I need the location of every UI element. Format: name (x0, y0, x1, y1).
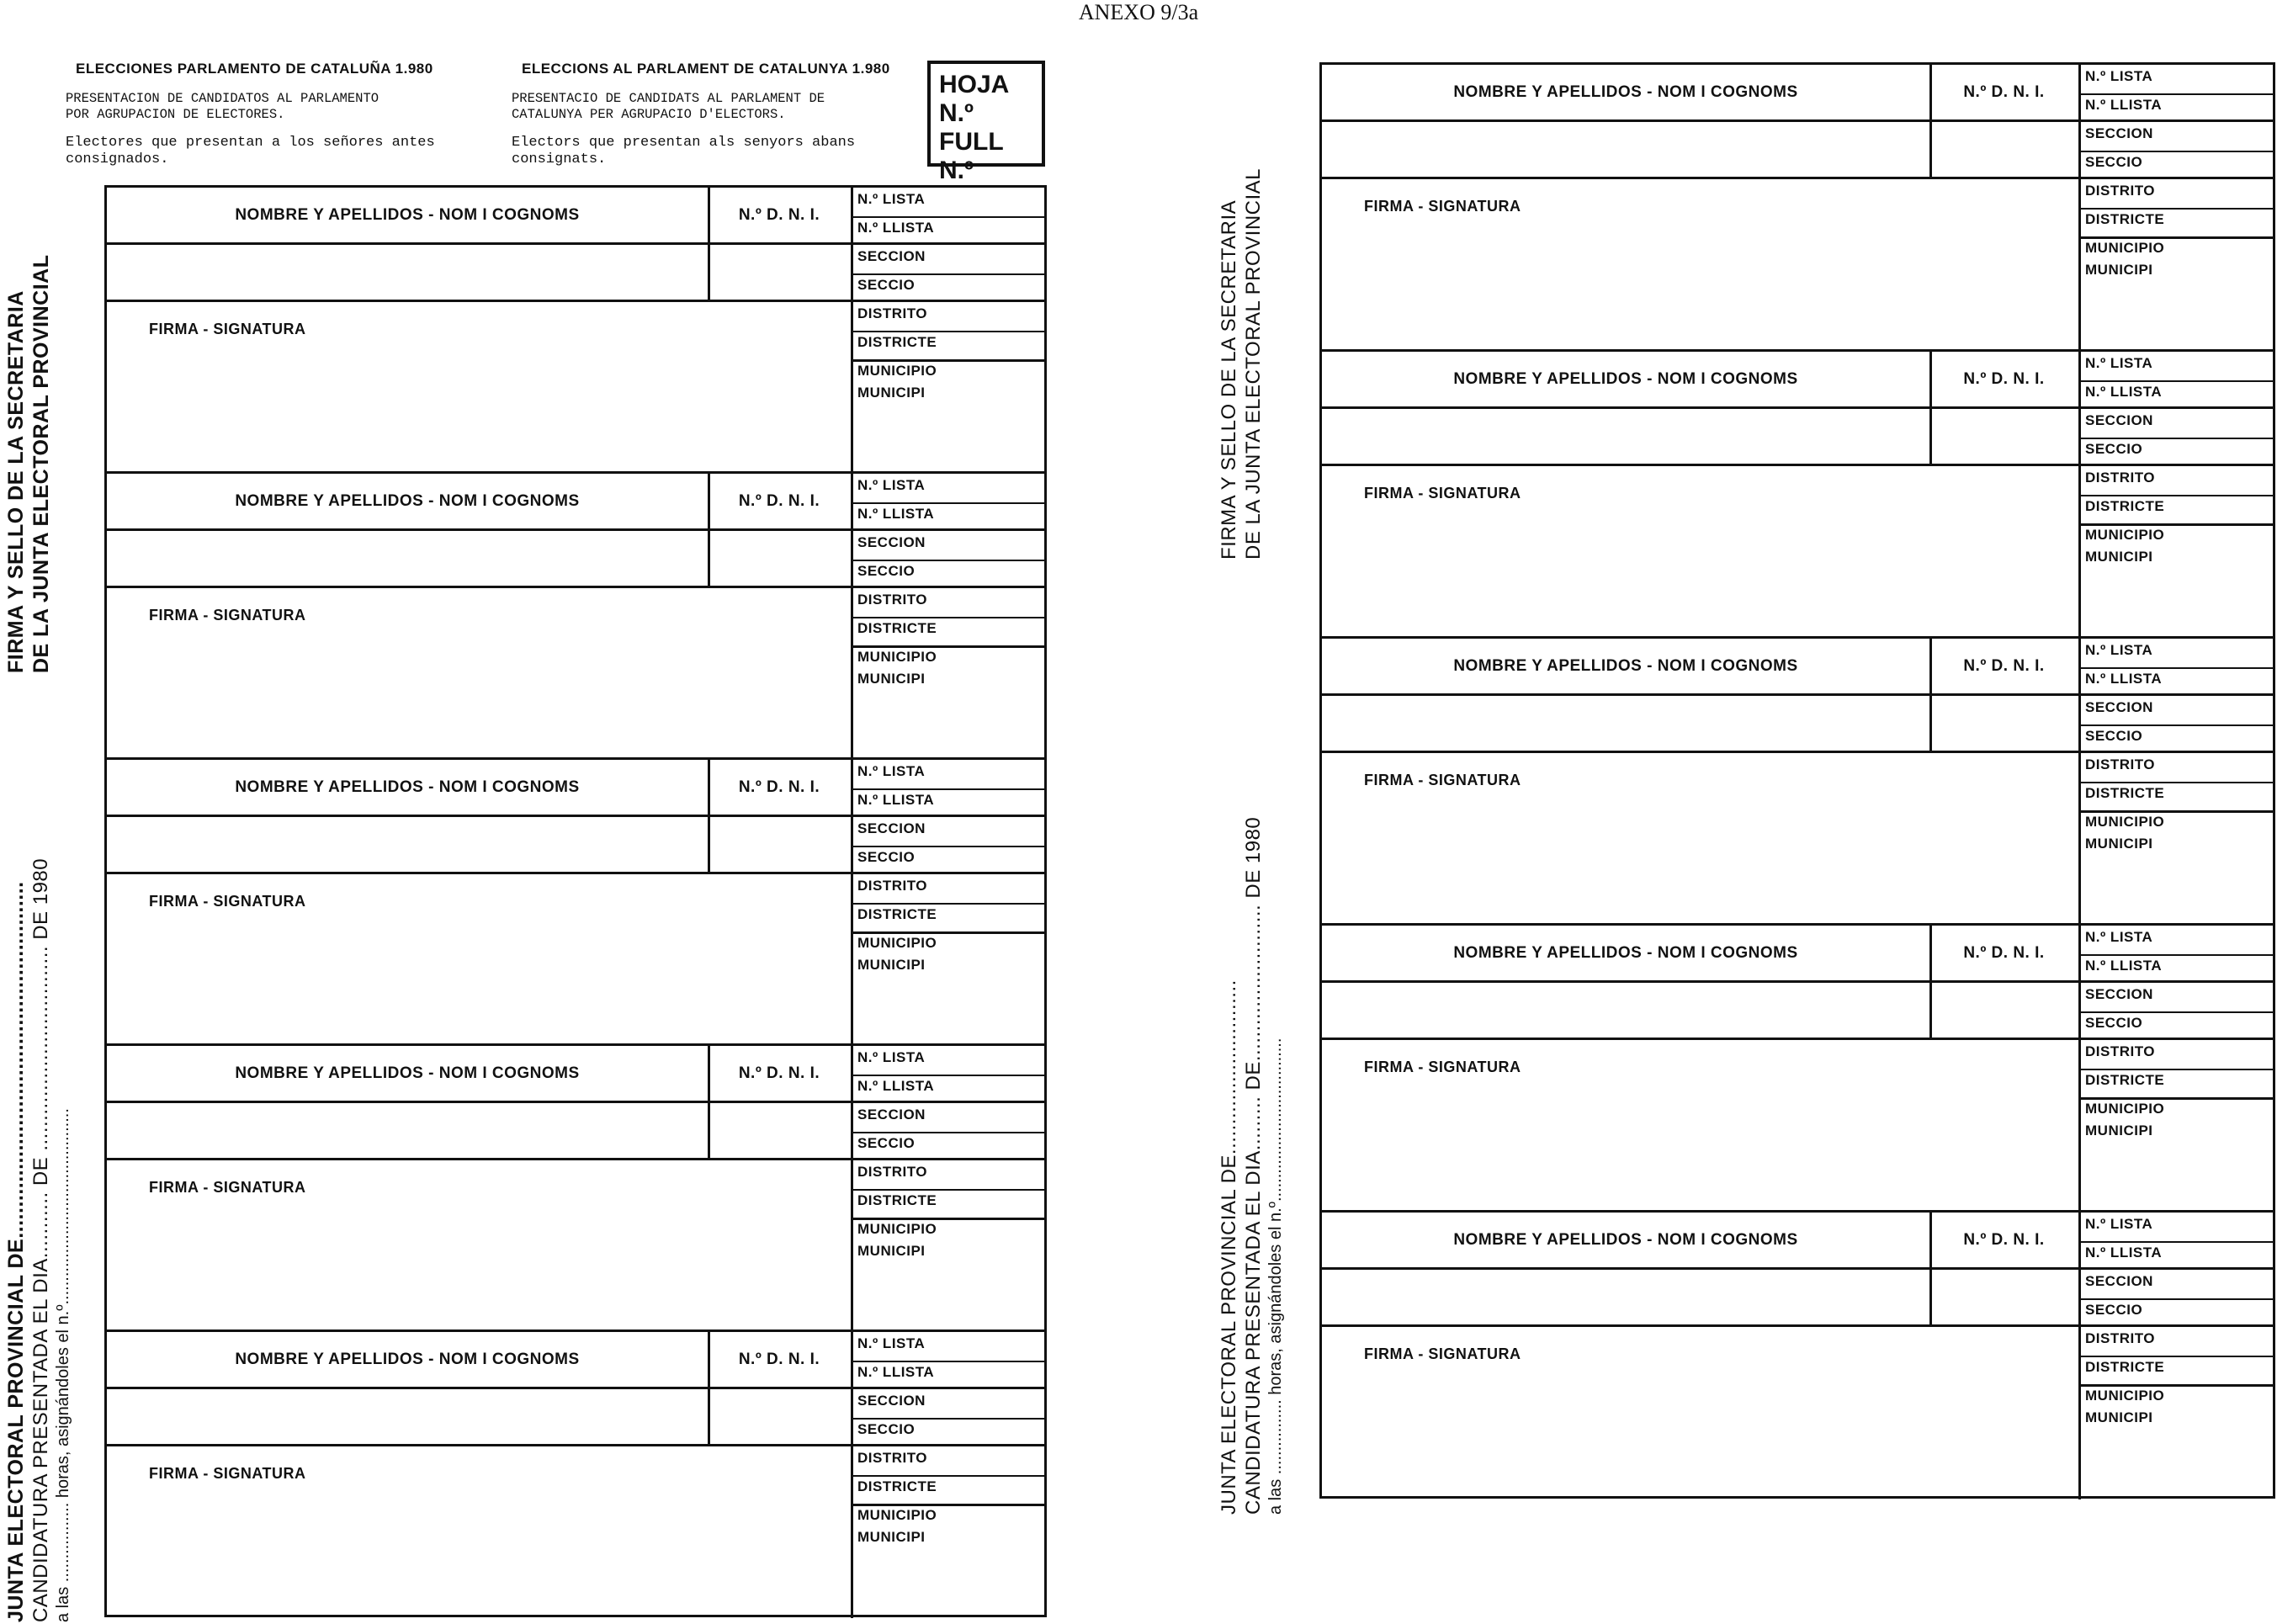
candidate-block-right-5 (1319, 1210, 2275, 1497)
seccion-label: SECCION (2085, 986, 2153, 1002)
name-input[interactable] (107, 817, 708, 872)
seccio-label: SECCIO (2085, 441, 2143, 457)
list-label: N.º LISTA (2085, 642, 2153, 658)
secretary-signature-line2-right: DE LA JUNTA ELECTORAL PROVINCIAL (1242, 167, 1265, 560)
junta-r-line1: JUNTA ELECTORAL PROVINCIAL DE............................. (1218, 979, 1240, 1515)
row-divider (1322, 1038, 2273, 1040)
dni-field-label: N.º D. N. I. (738, 205, 820, 224)
side-subdivider (2078, 667, 2273, 669)
signature-field-label: FIRMA - SIGNATURA (1364, 198, 1521, 215)
junta-line3: a las ................. horas, asignándoles el n.º.......................................... (54, 1108, 72, 1622)
ca-presentation-text: PRESENTACIO DE CANDIDATS AL PARLAMENT DE CATALUNYA PER AGRUPACIO D'ELECTORS. (512, 91, 825, 122)
side-subdivider (2078, 208, 2273, 210)
name-field-label: NOMBRE Y APELLIDOS - NOM I COGNOMS (1453, 369, 1798, 388)
distrito-label: DISTRITO (2085, 1043, 2156, 1059)
side-divider (2078, 810, 2273, 813)
candidate-block-left-4 (104, 1043, 1047, 1329)
municipio-label: MUNICIPIO (2085, 814, 2165, 830)
signature-area[interactable] (107, 630, 847, 755)
dni-field-label: N.º D. N. I. (738, 491, 820, 510)
name-input[interactable] (1322, 122, 1929, 177)
districte-label: DISTRICTE (857, 906, 937, 922)
side-subdivider (851, 1475, 1044, 1477)
dni-field-label: N.º D. N. I. (1963, 656, 2045, 675)
side-subdivider (851, 1189, 1044, 1191)
districte-label: DISTRICTE (2085, 1359, 2165, 1375)
signature-area[interactable] (1322, 221, 2075, 347)
side-subdivider (851, 1132, 1044, 1133)
dni-input[interactable] (710, 1389, 851, 1444)
municipi-label: MUNICIPI (2085, 549, 2153, 565)
signature-area[interactable] (1322, 1369, 2075, 1494)
name-field-label: NOMBRE Y APELLIDOS - NOM I COGNOMS (235, 491, 580, 510)
row-divider (107, 1158, 1044, 1160)
distrito-label: DISTRITO (2085, 756, 2156, 772)
side-subdivider (2078, 93, 2273, 95)
districte-label: DISTRICTE (857, 334, 937, 350)
junta-registration-note (3, 858, 73, 1622)
dni-field-label: N.º D. N. I. (738, 1064, 820, 1082)
side-subdivider (2078, 495, 2273, 496)
municipio-label: MUNICIPIO (857, 649, 937, 665)
dni-field-label: N.º D. N. I. (1963, 1230, 2045, 1249)
side-subdivider (2078, 782, 2273, 783)
seccion-label: SECCION (2085, 125, 2153, 141)
name-field-label: NOMBRE Y APELLIDOS - NOM I COGNOMS (1453, 82, 1798, 101)
es-electors-text: Electores que presentan a los señores antes consignados. (66, 135, 435, 167)
name-input[interactable] (1322, 696, 1929, 751)
seccion-label: SECCION (2085, 699, 2153, 715)
signature-field-label: FIRMA - SIGNATURA (149, 321, 306, 337)
signature-area[interactable] (1322, 795, 2075, 921)
list-label: N.º LISTA (2085, 68, 2153, 84)
side-subdivider (851, 502, 1044, 504)
dni-input[interactable] (1932, 409, 2078, 464)
municipi-label: MUNICIPI (2085, 1409, 2153, 1425)
candidate-block-right-2 (1319, 349, 2275, 636)
side-subdivider (2078, 1241, 2273, 1243)
side-subdivider (851, 1361, 1044, 1362)
junta-r-line2: CANDIDATURA PRESENTADA EL DIA......... DE.......................... DE 1980 (1242, 816, 1265, 1515)
seccio-label: SECCIO (2085, 1302, 2143, 1318)
signature-field-label: FIRMA - SIGNATURA (1364, 772, 1521, 788)
name-field-label: NOMBRE Y APELLIDOS - NOM I COGNOMS (235, 205, 580, 224)
side-subdivider (851, 788, 1044, 790)
distrito-label: DISTRITO (857, 1164, 928, 1180)
districte-label: DISTRICTE (2085, 498, 2165, 514)
seccion-label: SECCION (857, 1393, 926, 1409)
signature-area[interactable] (107, 344, 847, 469)
list-label: N.º LISTA (857, 477, 926, 493)
seccio-label: SECCIO (857, 277, 916, 293)
municipi-label: MUNICIPI (857, 671, 926, 687)
seccion-label: SECCION (857, 820, 926, 836)
municipio-label: MUNICIPIO (2085, 240, 2165, 256)
side-subdivider (851, 1418, 1044, 1420)
name-field-label: NOMBRE Y APELLIDOS - NOM I COGNOMS (235, 1064, 580, 1082)
signature-area[interactable] (107, 1202, 847, 1327)
districte-label: DISTRICTE (2085, 211, 2165, 227)
dni-input[interactable] (710, 1103, 851, 1158)
row-divider (107, 872, 1044, 874)
form-bottom-border-right (1319, 1496, 2275, 1499)
side-divider (851, 931, 1044, 934)
signature-field-label: FIRMA - SIGNATURA (1364, 1345, 1521, 1362)
seccio-label: SECCIO (857, 849, 916, 865)
seccio-label: SECCIO (857, 1135, 916, 1151)
municipio-label: MUNICIPIO (857, 935, 937, 951)
municipi-label: MUNICIPI (857, 1529, 926, 1545)
name-field-label: NOMBRE Y APELLIDOS - NOM I COGNOMS (235, 778, 580, 796)
row-divider (107, 586, 1044, 588)
municipio-label: MUNICIPIO (2085, 1388, 2165, 1404)
distrito-label: DISTRITO (857, 592, 928, 608)
list-label: N.º LISTA (857, 763, 926, 779)
municipio-label: MUNICIPIO (857, 1221, 937, 1237)
es-election-title: ELECCIONES PARLAMENTO DE CATALUÑA 1.980 (76, 61, 433, 77)
row-divider (107, 300, 1044, 302)
signature-field-label: FIRMA - SIGNATURA (149, 1179, 306, 1196)
municipio-label: MUNICIPIO (2085, 1101, 2165, 1117)
side-subdivider (2078, 438, 2273, 439)
list-label: N.º LISTA (857, 1335, 926, 1351)
side-divider (2078, 1097, 2273, 1100)
municipi-label: MUNICIPI (857, 1243, 926, 1259)
list-label: N.º LISTA (857, 191, 926, 207)
dni-input[interactable] (710, 531, 851, 586)
distrito-label: DISTRITO (2085, 1330, 2156, 1346)
name-input[interactable] (1322, 409, 1929, 464)
side-subdivider (851, 216, 1044, 218)
name-input[interactable] (107, 531, 708, 586)
row-divider (1322, 751, 2273, 753)
candidate-block-right-4 (1319, 923, 2275, 1210)
side-subdivider (2078, 151, 2273, 152)
distrito-label: DISTRITO (2085, 183, 2156, 199)
side-subdivider (851, 560, 1044, 561)
junta-r-line3: a las ................ horas, asignándoles el n.º................................... (1266, 1038, 1285, 1515)
side-divider (2078, 523, 2273, 526)
side-divider (851, 359, 1044, 362)
signature-field-label: FIRMA - SIGNATURA (149, 607, 306, 624)
junta-line2: CANDIDATURA PRESENTADA EL DIA........... DE .................................. DE 1980 (29, 857, 52, 1622)
municipi-label: MUNICIPI (857, 385, 926, 401)
name-input[interactable] (107, 1389, 708, 1444)
llista-label: N.º LLISTA (2085, 671, 2163, 687)
districte-label: DISTRICTE (857, 1478, 937, 1494)
llista-label: N.º LLISTA (857, 1364, 935, 1380)
secretary-signature-label (3, 254, 54, 673)
seccio-label: SECCIO (2085, 154, 2143, 170)
signature-area[interactable] (107, 1489, 847, 1613)
side-subdivider (851, 1075, 1044, 1076)
municipi-label: MUNICIPI (2085, 1122, 2153, 1138)
seccion-label: SECCION (857, 1107, 926, 1122)
side-subdivider (851, 331, 1044, 332)
municipio-label: MUNICIPIO (857, 1507, 937, 1523)
seccion-label: SECCION (857, 248, 926, 264)
signature-field-label: FIRMA - SIGNATURA (1364, 485, 1521, 502)
candidate-block-left-5 (104, 1329, 1047, 1616)
ca-electors-text: Electors que presentan als senyors abans consignats. (512, 135, 856, 167)
llista-label: N.º LLISTA (857, 506, 935, 522)
signature-field-label: FIRMA - SIGNATURA (149, 893, 306, 910)
name-field-label: NOMBRE Y APELLIDOS - NOM I COGNOMS (1453, 1230, 1798, 1249)
districte-label: DISTRICTE (2085, 785, 2165, 801)
signature-area[interactable] (1322, 508, 2075, 634)
municipio-label: MUNICIPIO (857, 363, 937, 379)
side-divider (2078, 1384, 2273, 1387)
annex-number: ANEXO 9/3a (1078, 0, 1199, 24)
municipio-label: MUNICIPIO (2085, 527, 2165, 543)
dni-input[interactable] (710, 817, 851, 872)
side-subdivider (851, 617, 1044, 618)
name-input[interactable] (107, 1103, 708, 1158)
list-label: N.º LISTA (2085, 1216, 2153, 1232)
llista-label: N.º LLISTA (2085, 384, 2163, 400)
candidate-block-left-3 (104, 757, 1047, 1043)
districte-label: DISTRICTE (857, 1192, 937, 1208)
sheet-number-box[interactable] (927, 61, 1045, 184)
row-divider (1322, 464, 2273, 466)
dni-field-label: N.º D. N. I. (738, 778, 820, 796)
signature-area[interactable] (107, 916, 847, 1041)
side-subdivider (2078, 724, 2273, 726)
row-divider (1322, 177, 2273, 179)
seccio-label: SECCIO (857, 1421, 916, 1437)
list-label: N.º LISTA (857, 1049, 926, 1065)
llista-label: N.º LLISTA (2085, 958, 2163, 974)
side-subdivider (851, 846, 1044, 847)
signature-field-label: FIRMA - SIGNATURA (1364, 1059, 1521, 1075)
llista-label: N.º LLISTA (2085, 97, 2163, 113)
side-divider (2078, 236, 2273, 239)
municipi-label: MUNICIPI (2085, 836, 2153, 852)
side-divider (851, 1504, 1044, 1506)
districte-label: DISTRICTE (2085, 1072, 2165, 1088)
municipi-label: MUNICIPI (2085, 262, 2153, 278)
dni-field-label: N.º D. N. I. (1963, 82, 2045, 101)
junta-line1: JUNTA ELECTORAL PROVINCIAL DE......................................................... (4, 881, 28, 1622)
dni-input[interactable] (1932, 1270, 2078, 1324)
es-presentation-text: PRESENTACION DE CANDIDATOS AL PARLAMENTO POR AGRUPACION DE ELECTORES. (66, 91, 380, 122)
name-input[interactable] (1322, 983, 1929, 1038)
dni-input[interactable] (1932, 696, 2078, 751)
candidate-block-left-2 (104, 471, 1047, 757)
list-label: N.º LISTA (2085, 929, 2153, 945)
side-subdivider (2078, 954, 2273, 956)
dni-input[interactable] (1932, 122, 2078, 177)
districte-label: DISTRICTE (857, 620, 937, 636)
row-divider (107, 1444, 1044, 1446)
secretary-signature-label-right (1217, 168, 1266, 560)
llista-label: N.º LLISTA (857, 1078, 935, 1094)
side-subdivider (851, 273, 1044, 275)
side-subdivider (851, 903, 1044, 905)
signature-field-label: FIRMA - SIGNATURA (149, 1465, 306, 1482)
dni-input[interactable] (1932, 983, 2078, 1038)
dni-input[interactable] (710, 245, 851, 300)
distrito-label: DISTRITO (857, 878, 928, 894)
dni-field-label: N.º D. N. I. (738, 1350, 820, 1368)
row-divider (1322, 1324, 2273, 1327)
side-subdivider (2078, 1011, 2273, 1013)
seccio-label: SECCIO (2085, 728, 2143, 744)
secretary-signature-line1-right: FIRMA Y SELLO DE LA SECRETARIA (1218, 199, 1240, 560)
side-subdivider (2078, 1356, 2273, 1357)
ca-election-title: ELECCIONS AL PARLAMENT DE CATALUNYA 1.980 (522, 61, 890, 77)
name-field-label: NOMBRE Y APELLIDOS - NOM I COGNOMS (235, 1350, 580, 1368)
side-subdivider (2078, 380, 2273, 382)
llista-label: N.º LLISTA (857, 792, 935, 808)
hoja-label: HOJA N.º (939, 71, 1009, 127)
list-label: N.º LISTA (2085, 355, 2153, 371)
dni-field-label: N.º D. N. I. (1963, 943, 2045, 962)
candidate-block-right-3 (1319, 636, 2275, 923)
side-subdivider (2078, 1069, 2273, 1070)
seccion-label: SECCION (857, 534, 926, 550)
side-divider (851, 1218, 1044, 1220)
seccio-label: SECCIO (857, 563, 916, 579)
distrito-label: DISTRITO (2085, 470, 2156, 486)
seccion-label: SECCION (2085, 1273, 2153, 1289)
municipi-label: MUNICIPI (857, 957, 926, 973)
distrito-label: DISTRITO (857, 1450, 928, 1466)
name-input[interactable] (107, 245, 708, 300)
full-label: FULL N.º (939, 128, 1004, 184)
form-bottom-border-left (104, 1615, 1047, 1617)
signature-area[interactable] (1322, 1082, 2075, 1207)
llista-label: N.º LLISTA (857, 220, 935, 236)
secretary-signature-line2: DE LA JUNTA ELECTORAL PROVINCIAL (29, 254, 53, 673)
seccion-label: SECCION (2085, 412, 2153, 428)
name-field-label: NOMBRE Y APELLIDOS - NOM I COGNOMS (1453, 656, 1798, 675)
candidate-block-right-1 (1319, 62, 2275, 349)
distrito-label: DISTRITO (857, 305, 928, 321)
side-subdivider (2078, 1298, 2273, 1300)
dni-field-label: N.º D. N. I. (1963, 369, 2045, 388)
candidate-block-left-1 (104, 185, 1047, 471)
seccio-label: SECCIO (2085, 1015, 2143, 1031)
secretary-signature-line1: FIRMA Y SELLO DE LA SECRETARIA (4, 290, 28, 673)
name-field-label: NOMBRE Y APELLIDOS - NOM I COGNOMS (1453, 943, 1798, 962)
junta-registration-note-right (1217, 817, 1286, 1515)
side-divider (851, 645, 1044, 648)
name-input[interactable] (1322, 1270, 1929, 1324)
llista-label: N.º LLISTA (2085, 1245, 2163, 1260)
